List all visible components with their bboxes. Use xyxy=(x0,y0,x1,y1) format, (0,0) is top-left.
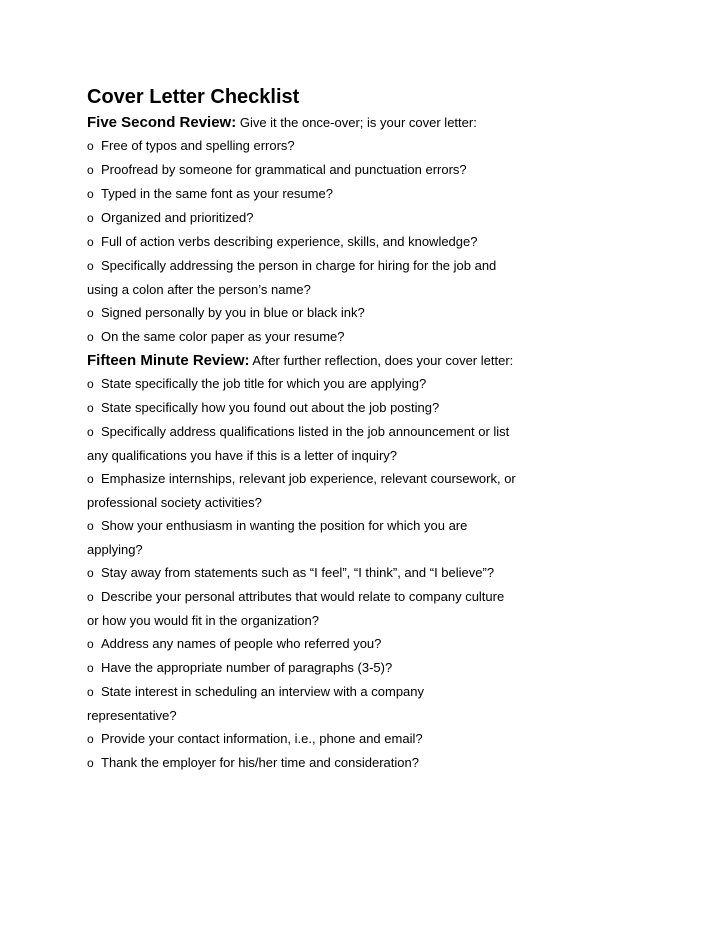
bullet-icon: o xyxy=(87,139,94,153)
item-text: Specifically addressing the person in charge for hiring for the job and using a colon after the person’s name? xyxy=(87,258,497,297)
item-text: Signed personally by you in blue or black ink? xyxy=(101,305,365,320)
item-text: Address any names of people who referred you? xyxy=(101,636,382,651)
checklist-item xyxy=(87,372,517,396)
fifteen-minute-review-section xyxy=(87,349,517,775)
checklist xyxy=(87,372,517,775)
item-text: Free of typos and spelling errors? xyxy=(101,138,295,153)
bullet-icon: o xyxy=(87,637,94,651)
item-text: Proofread by someone for grammatical and punctuation errors? xyxy=(101,162,467,177)
section-intro: Give it the once-over; is your cover letter: xyxy=(236,115,477,130)
checklist-item xyxy=(87,467,517,514)
bullet-icon: o xyxy=(87,235,94,249)
checklist-item xyxy=(87,206,517,230)
document-page xyxy=(87,84,517,775)
item-text: Organized and prioritized? xyxy=(101,210,254,225)
checklist-item xyxy=(87,182,517,206)
bullet-icon: o xyxy=(87,330,94,344)
checklist-item xyxy=(87,632,517,656)
item-text: Describe your personal attributes that would relate to company culture or how you would fit in the organization? xyxy=(87,589,505,628)
item-text: Provide your contact information, i.e., phone and email? xyxy=(101,731,423,746)
bullet-icon: o xyxy=(87,685,94,699)
section-label: Fifteen Minute Review: xyxy=(87,352,250,369)
section-heading xyxy=(87,349,517,372)
checklist-item xyxy=(87,396,517,420)
section-heading xyxy=(87,111,517,134)
bullet-icon: o xyxy=(87,259,94,273)
five-second-review-section xyxy=(87,111,517,349)
bullet-icon: o xyxy=(87,401,94,415)
item-text: Thank the employer for his/her time and consideration? xyxy=(101,755,419,770)
checklist-item xyxy=(87,514,517,561)
checklist-item xyxy=(87,585,517,632)
item-text: State specifically the job title for which you are applying? xyxy=(101,376,427,391)
bullet-icon: o xyxy=(87,472,94,486)
bullet-icon: o xyxy=(87,756,94,770)
item-text: Show your enthusiasm in wanting the position for which you are applying? xyxy=(87,518,468,557)
checklist-item xyxy=(87,656,517,680)
bullet-icon: o xyxy=(87,519,94,533)
document-title: Cover Letter Checklist xyxy=(87,86,300,108)
bullet-icon: o xyxy=(87,425,94,439)
item-text: Have the appropriate number of paragraphs (3-5)? xyxy=(101,660,393,675)
checklist-item xyxy=(87,727,517,751)
checklist-item xyxy=(87,254,517,301)
checklist-item xyxy=(87,158,517,182)
bullet-icon: o xyxy=(87,590,94,604)
checklist-item xyxy=(87,134,517,158)
bullet-icon: o xyxy=(87,661,94,675)
item-text: Emphasize internships, relevant job experience, relevant coursework, or professional society activities? xyxy=(87,471,516,510)
item-text: State interest in scheduling an interview with a company representative? xyxy=(87,684,425,723)
checklist-item xyxy=(87,301,517,325)
bullet-icon: o xyxy=(87,732,94,746)
section-label: Five Second Review: xyxy=(87,114,237,131)
bullet-icon: o xyxy=(87,377,94,391)
item-text: Full of action verbs describing experience, skills, and knowledge? xyxy=(101,234,478,249)
item-text: Stay away from statements such as “I feel”, “I think”, and “I believe”? xyxy=(101,565,495,580)
bullet-icon: o xyxy=(87,187,94,201)
item-text: State specifically how you found out about the job posting? xyxy=(101,400,440,415)
item-text: Specifically address qualifications listed in the job announcement or list any qualifications you have if this is a letter of inquiry? xyxy=(87,424,510,463)
item-text: On the same color paper as your resume? xyxy=(101,329,345,344)
bullet-icon: o xyxy=(87,566,94,580)
checklist-item xyxy=(87,325,517,349)
checklist-item xyxy=(87,680,517,727)
item-text: Typed in the same font as your resume? xyxy=(101,186,333,201)
section-intro: After further reflection, does your cover letter: xyxy=(249,353,514,368)
bullet-icon: o xyxy=(87,211,94,225)
checklist xyxy=(87,134,517,349)
checklist-item xyxy=(87,230,517,254)
bullet-icon: o xyxy=(87,306,94,320)
checklist-item xyxy=(87,420,517,467)
checklist-item xyxy=(87,751,517,775)
bullet-icon: o xyxy=(87,163,94,177)
checklist-item xyxy=(87,561,517,585)
